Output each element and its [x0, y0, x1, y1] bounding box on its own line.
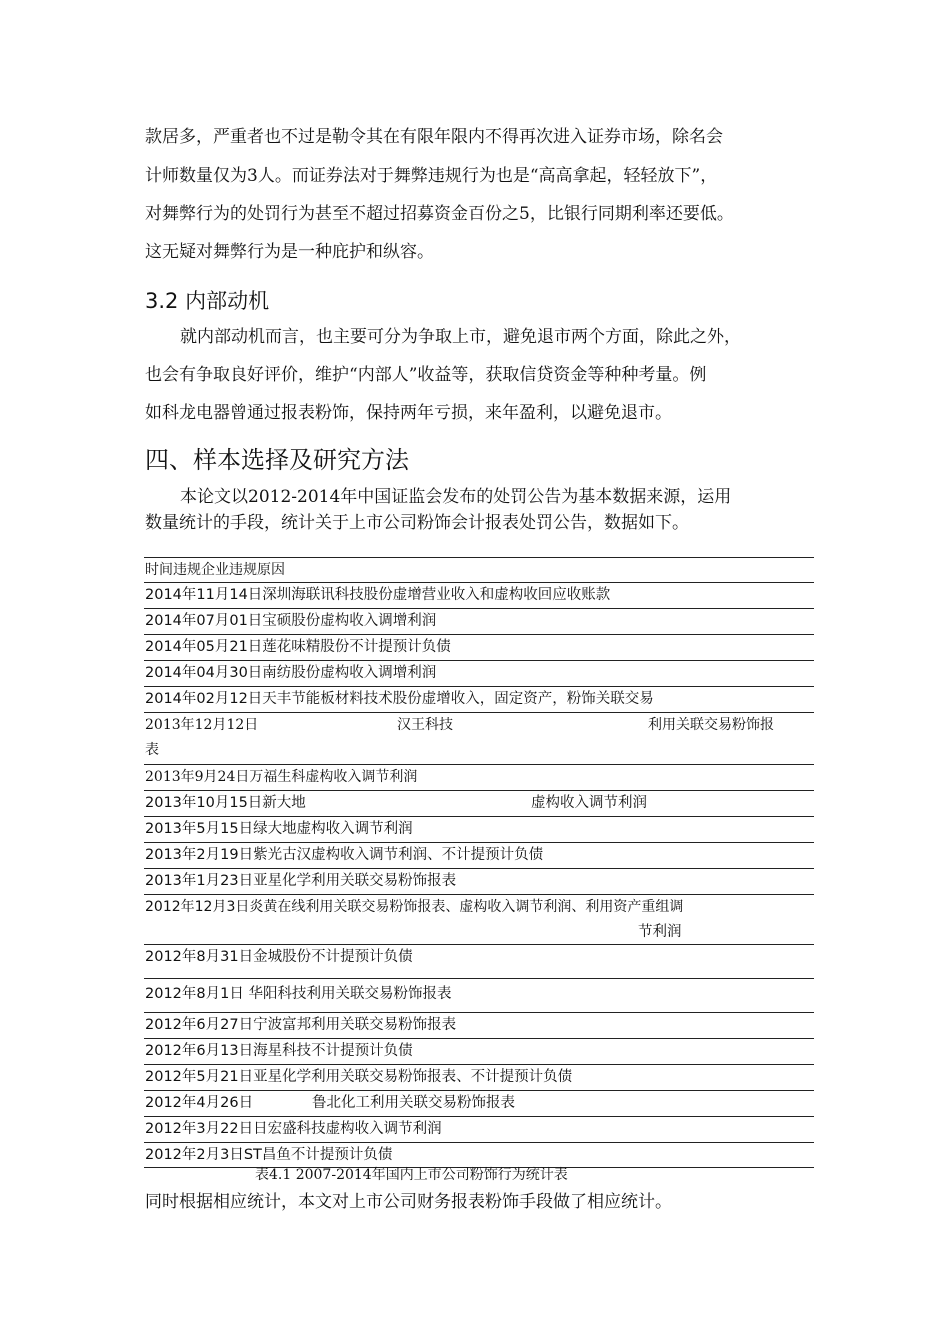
table-row: 2013年9月24日万福生科虚构收入调节利润	[144, 764, 814, 790]
table-row: 2012年6月27日宁波富邦利用关联交易粉饰报表	[144, 1012, 814, 1038]
table-row: 2013年1月23日亚星化学利用关联交易粉饰报表	[144, 868, 814, 894]
table-header-row	[144, 557, 814, 582]
cell-line: 2012年12月3日炎黄在线利用关联交易粉饰报表、虚构收入调节利润、利用资产重组调	[145, 899, 684, 915]
table-row	[144, 712, 814, 764]
body-line: 也会有争取良好评价，维护“内部人”收益等，获取信贷资金等种种考量。例	[145, 365, 707, 385]
body-line: 就内部动机而言，也主要可分为争取上市，避免退市两个方面，除此之外，	[180, 327, 741, 347]
penalty-table	[144, 557, 814, 1168]
table-row	[144, 1090, 814, 1116]
table-row: 2012年8月1日 华阳科技利用关联交易粉饰报表	[144, 978, 814, 1012]
cell-date: 2012年4月26日	[145, 1095, 254, 1111]
body-line: 同时根据相应统计，本文对上市公司财务报表粉饰手段做了相应统计。	[145, 1192, 672, 1212]
cell-reason-wrap: 表	[145, 742, 159, 758]
table-row: 2013年5月15日绿大地虚构收入调节利润	[144, 816, 814, 842]
table-row: 2014年11月14日深圳海联讯科技股份虚增营业收入和虚构收回应收账款	[144, 582, 814, 608]
table-header: 时间违规企业违规原因	[145, 562, 285, 578]
body-line: 款居多，严重者也不过是勒令其在有限年限内不得再次进入证券市场，除名会	[145, 127, 723, 147]
table-row: 2014年07月01日宝硕股份虚构收入调增利润	[144, 608, 814, 634]
cell-date: 2013年12月12日	[145, 717, 259, 733]
table-row: 2014年05月21日莲花味精股份不计提预计负债	[144, 634, 814, 660]
table-row: 2012年5月21日亚星化学利用关联交易粉饰报表、不计提预计负债	[144, 1064, 814, 1090]
cell-company-reason: 鲁北化工利用关联交易粉饰报表	[312, 1095, 515, 1111]
table-row: 2014年02月12日天丰节能板材料技术股份虚增收入，固定资产，粉饰关联交易	[144, 686, 814, 712]
table-row: 2012年3月22日日宏盛科技虚构收入调节利润	[144, 1116, 814, 1142]
table-row: 2012年2月3日ST昌鱼不计提预计负债	[144, 1142, 814, 1168]
cell-company: 汉王科技	[397, 717, 453, 733]
body-line: 本论文以2012-2014年中国证监会发布的处罚公告为基本数据来源，运用	[180, 487, 732, 507]
cell-reason: 利用关联交易粉饰报	[648, 717, 774, 733]
table-row	[144, 790, 814, 816]
section-heading-3-2: 3.2 内部动机	[145, 289, 270, 313]
table-row: 2013年2月19日紫光古汉虚构收入调节利润、不计提预计负债	[144, 842, 814, 868]
body-line: 对舞弊行为的处罚行为甚至不超过招募资金百份之5，比银行同期利率还要低。	[145, 204, 734, 224]
body-line: 计师数量仅为3人。而证券法对于舞弊违规行为也是“高高拿起，轻轻放下”，	[145, 166, 718, 186]
body-line: 这无疑对舞弊行为是一种庇护和纵容。	[145, 242, 434, 262]
cell-reason: 虚构收入调节利润	[531, 795, 647, 811]
table-row: 2012年6月13日海星科技不计提预计负债	[144, 1038, 814, 1064]
table-row	[144, 894, 814, 944]
table-row: 2012年8月31日金城股份不计提预计负债	[144, 944, 814, 978]
chapter-heading: 四、样本选择及研究方法	[145, 446, 409, 474]
table-caption: 表4.1 2007-2014年国内上市公司粉饰行为统计表	[255, 1167, 568, 1183]
body-line: 如科龙电器曾通过报表粉饰，保持两年亏损，来年盈利，以避免退市。	[145, 403, 672, 423]
cell-date-company: 2013年10月15日新大地	[145, 795, 306, 811]
body-line: 数量统计的手段，统计关于上市公司粉饰会计报表处罚公告，数据如下。	[145, 513, 689, 533]
cell-line-wrap: 节利润	[638, 924, 682, 940]
table-row: 2014年04月30日南纺股份虚构收入调增利润	[144, 660, 814, 686]
